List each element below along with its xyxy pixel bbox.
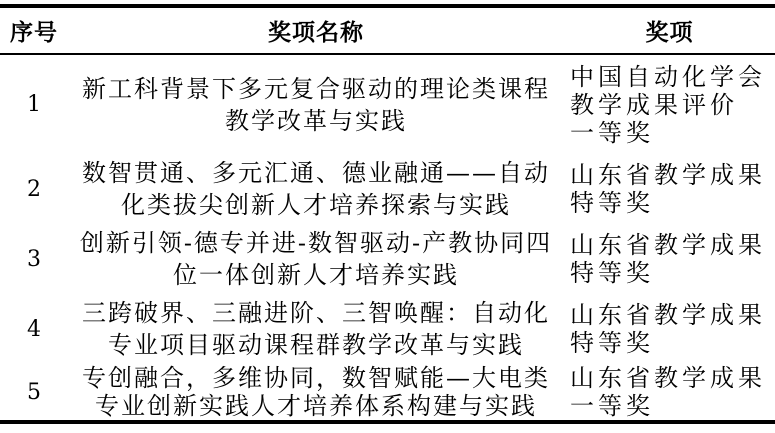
row-index: 5 <box>27 379 41 405</box>
award-name-line: 新工科背景下多元复合驱动的理论类课程 <box>82 74 550 103</box>
award-level-line: 教学成果评价 <box>570 90 738 119</box>
award-level-line: 特等奖 <box>570 189 654 217</box>
award-name-line: 专创融合，多维协同，数智赋能—大电类 <box>82 364 550 392</box>
award-name-line: 数智贯通、多元汇通、德业融通——自动 <box>82 159 550 187</box>
award-level-cell <box>564 364 775 422</box>
table-row <box>0 294 775 364</box>
award-level-line: 山东省教学成果 <box>570 301 766 329</box>
award-name-line: 位一体创新人才培养实践 <box>173 261 459 289</box>
award-name-line: 创新引领-德专并进-数智驱动-产教协同四 <box>79 229 553 257</box>
award-level-cell <box>564 224 775 294</box>
award-level-line: 一等奖 <box>570 118 654 147</box>
table-header-row <box>0 6 775 54</box>
award-name-cell <box>68 224 564 294</box>
row-index: 2 <box>27 176 41 202</box>
award-name-cell <box>68 364 564 422</box>
award-level-line: 特等奖 <box>570 259 654 287</box>
table-row <box>0 154 775 224</box>
row-index: 1 <box>27 92 41 117</box>
award-level-line: 山东省教学成果 <box>570 364 766 392</box>
row-index: 4 <box>27 316 41 342</box>
award-name-line: 专业项目驱动课程群教学改革与实践 <box>108 331 524 359</box>
award-name-cell <box>68 154 564 224</box>
header-index: 序号 <box>0 6 68 54</box>
table-row <box>0 364 775 422</box>
award-level-line: 中国自动化学会 <box>570 62 766 91</box>
header-award-name: 奖项名称 <box>68 6 564 54</box>
table-row <box>0 54 775 154</box>
award-name-line: 化类拔尖创新人才培养探索与实践 <box>121 191 511 219</box>
table-row <box>0 224 775 294</box>
award-level-line: 一等奖 <box>570 392 654 420</box>
award-level-line: 特等奖 <box>570 329 654 357</box>
awards-table <box>0 4 775 424</box>
award-name-line: 三跨破界、三融进阶、三智唤醒：自动化 <box>82 299 550 327</box>
award-name-cell <box>68 294 564 364</box>
award-name-line: 专业创新实践人才培养体系构建与实践 <box>95 392 537 420</box>
table-body <box>0 54 775 422</box>
row-index: 3 <box>27 246 41 272</box>
award-level-line: 山东省教学成果 <box>570 161 766 189</box>
award-level-cell <box>564 294 775 364</box>
award-level-cell <box>564 154 775 224</box>
award-level-cell <box>564 54 775 154</box>
header-award: 奖项 <box>564 6 775 54</box>
award-name-line: 教学改革与实践 <box>225 106 407 135</box>
award-name-cell <box>68 54 564 154</box>
award-level-line: 山东省教学成果 <box>570 231 766 259</box>
